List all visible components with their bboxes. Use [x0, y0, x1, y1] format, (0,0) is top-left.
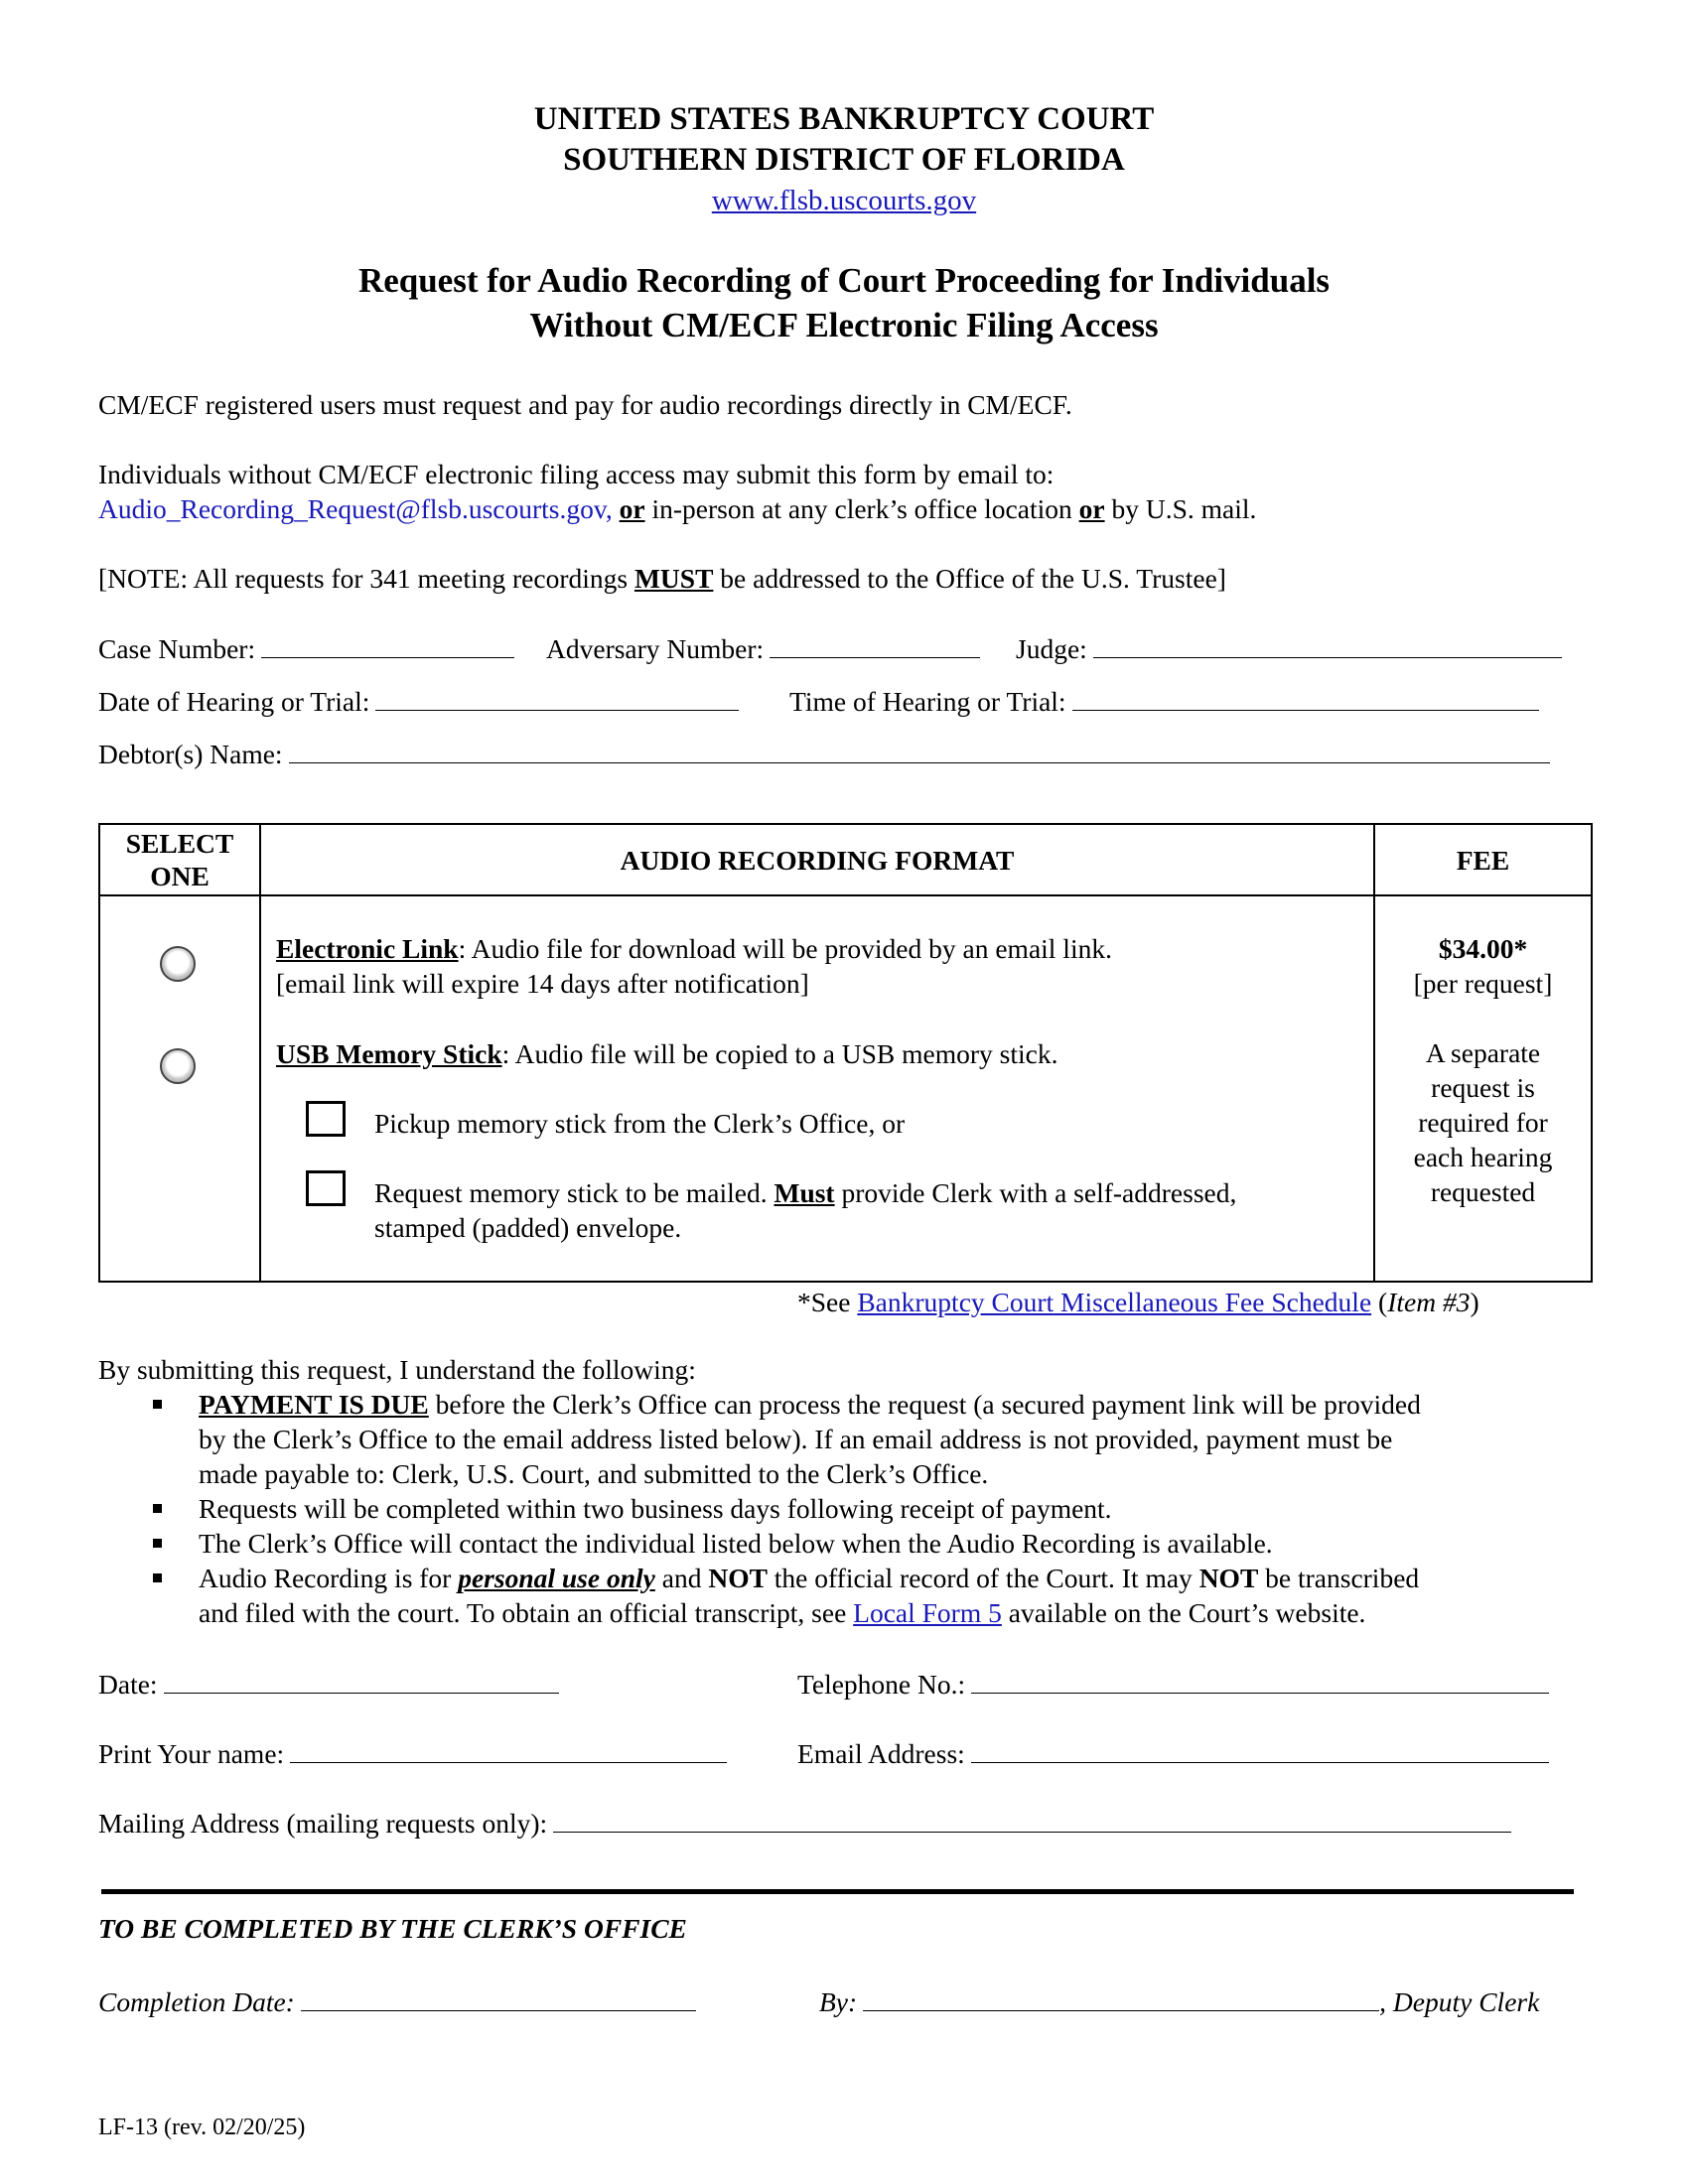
deputy-clerk-line[interactable] [863, 1986, 1379, 2011]
print-name-line[interactable] [290, 1738, 727, 1763]
fee-header: FEE [1374, 824, 1592, 895]
email-address-line[interactable] [971, 1738, 1549, 1763]
audio-format-header: AUDIO RECORDING FORMAT [260, 824, 1374, 895]
form-id: LF-13 (rev. 02/20/25) [98, 2115, 306, 2140]
fee-schedule-link[interactable]: Bankruptcy Court Miscellaneous Fee Schedule [857, 1287, 1372, 1317]
audio-format-table [98, 823, 1593, 1283]
select-column [99, 895, 260, 1282]
judge-field[interactable]: Judge: [1016, 631, 1562, 666]
section-divider [101, 1889, 1574, 1894]
completion-date-line[interactable] [301, 1986, 696, 2011]
print-name-field[interactable]: Print Your name: [98, 1736, 727, 1771]
list-item: The Clerk’s Office will contact the individual listed below when the Audio Recording is available. [98, 1526, 1608, 1561]
local-form-5-link[interactable]: Local Form 5 [853, 1597, 1002, 1628]
mailing-address-field[interactable]: Mailing Address (mailing requests only): [98, 1806, 1511, 1841]
pickup-checkbox[interactable] [306, 1101, 346, 1137]
submission-methods: Audio_Recording_Request@flsb.uscourts.gov, or in-person at any clerk’s office location or by U.S. mail. [98, 493, 1257, 524]
format-options [260, 895, 1374, 1282]
case-number-line[interactable] [261, 633, 514, 658]
mail-checkbox[interactable] [306, 1170, 346, 1206]
court-name: UNITED STATES BANKRUPTCY COURT [533, 101, 1155, 137]
debtor-name-field[interactable]: Debtor(s) Name: [98, 737, 1550, 771]
select-one-header: SELECT ONE [99, 824, 260, 895]
court-website-link[interactable]: www.flsb.uscourts.gov [711, 185, 977, 216]
clerk-section-heading: TO BE COMPLETED BY THE CLERK’S OFFICE [98, 1913, 687, 1944]
list-item: Audio Recording is for personal use only and NOT the official record of the Court. It may NOT be transcribed and filed with the court. To obtain an official transcript, see Local Form 5 available on the Court’s website. [98, 1561, 1608, 1630]
fee-per-request: [per request] [1413, 968, 1553, 999]
mailing-address-line[interactable] [553, 1808, 1511, 1833]
date-of-hearing-field[interactable]: Date of Hearing or Trial: [98, 684, 739, 719]
fee-schedule-footnote: *See Bankruptcy Court Miscellaneous Fee Schedule (Item #3) [797, 1287, 1479, 1317]
audio-request-email-link[interactable]: Audio_Recording_Request@flsb.uscourts.gov, [98, 493, 613, 524]
electronic-link-option: Electronic Link: Audio file for download will be provided by an email link. [276, 933, 1112, 964]
list-item: PAYMENT IS DUE before the Clerk’s Office can process the request (a secured payment link will be provided by the Clerk’s Office to the email address listed below). If an email address is not provided, payment must be made payable to: Clerk, U.S. Court, and submitted to the Clerk’s Office. [98, 1387, 1608, 1491]
completion-date-field[interactable]: Completion Date: [98, 1984, 696, 2019]
debtor-name-line[interactable] [289, 739, 1550, 763]
mail-label: Request memory stick to be mailed. Must provide Clerk with a self-addressed, [374, 1177, 1237, 1208]
fee-amount: $34.00* [1438, 933, 1528, 964]
mail-label-line2: stamped (padded) envelope. [374, 1212, 682, 1243]
adversary-number-line[interactable] [770, 633, 980, 658]
electronic-link-radio[interactable] [160, 946, 196, 982]
time-of-hearing-line[interactable] [1072, 686, 1539, 711]
form-title-line1: Request for Audio Recording of Court Proceeding for Individuals [357, 261, 1331, 300]
list-item: Requests will be completed within two business days following receipt of payment. [98, 1491, 1608, 1526]
form-title-line2: Without CM/ECF Electronic Filing Access [529, 306, 1159, 344]
registered-users-note: CM/ECF registered users must request and pay for audio recordings directly in CM/ECF. [98, 389, 1072, 420]
telephone-line[interactable] [971, 1669, 1549, 1694]
acknowledgement-list [98, 1387, 1608, 1630]
telephone-field[interactable]: Telephone No.: [797, 1667, 1549, 1702]
pickup-label: Pickup memory stick from the Clerk’s Office, or [374, 1108, 906, 1139]
date-line[interactable] [164, 1669, 559, 1694]
usb-memory-stick-option: USB Memory Stick: Audio file will be copied to a USB memory stick. [276, 1038, 1058, 1069]
district-name: SOUTHERN DISTRICT OF FLORIDA [563, 142, 1125, 178]
submission-instructions: Individuals without CM/ECF electronic filing access may submit this form by email to: [98, 459, 1055, 489]
electronic-link-expiry: [email link will expire 14 days after notification] [276, 968, 809, 999]
deputy-clerk-field[interactable]: By: , Deputy Clerk [819, 1986, 1540, 2017]
date-field[interactable]: Date: [98, 1667, 559, 1702]
date-of-hearing-line[interactable] [375, 686, 739, 711]
adversary-number-field[interactable]: Adversary Number: [546, 631, 980, 666]
email-address-field[interactable]: Email Address: [797, 1736, 1549, 1771]
judge-line[interactable] [1093, 633, 1562, 658]
fee-column: $34.00* [per request] A separate request is required for each hearing requested [1374, 895, 1592, 1282]
case-number-field[interactable]: Case Number: [98, 631, 514, 666]
time-of-hearing-field[interactable]: Time of Hearing or Trial: [789, 684, 1539, 719]
acknowledgement-intro: By submitting this request, I understand the following: [98, 1354, 696, 1385]
usb-memory-stick-radio[interactable] [160, 1048, 196, 1084]
trustee-note: [NOTE: All requests for 341 meeting recordings MUST be addressed to the Office of the U.S. Trustee] [98, 563, 1226, 594]
